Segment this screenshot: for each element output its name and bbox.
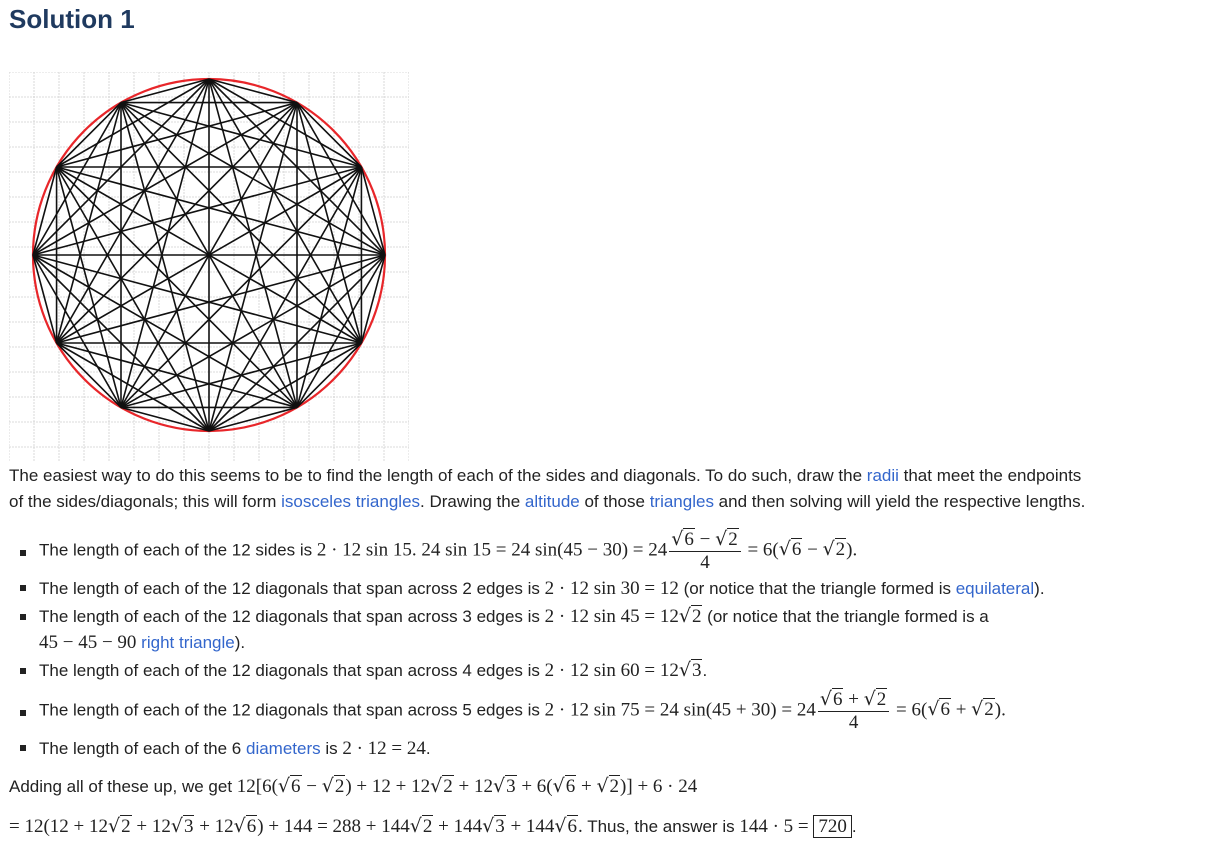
list-item-diameters — [39, 736, 431, 761]
math: − — [802, 539, 823, 561]
math: + 12 — [453, 776, 493, 797]
math: 2 · 12 sin 60 = 12 — [544, 660, 679, 681]
math: − — [301, 776, 322, 797]
item-text: (or notice that the triangle formed is a — [702, 607, 989, 626]
item-text: . — [425, 739, 431, 758]
intro-line-1 — [9, 463, 1081, 488]
math: 6 — [832, 689, 843, 710]
link-diameters[interactable]: diameters — [245, 739, 321, 758]
math: 4 — [700, 552, 710, 573]
math: 2 — [609, 776, 620, 797]
list-item-3-edges: The length of each of the 12 diagonals that span across 3 edges is 2 · 12 sin 45 = 12√2 (or notice that the triangle formed is a — [39, 605, 989, 627]
intro-text: that meet the endpoints — [898, 466, 1082, 485]
math: 6 — [684, 529, 694, 550]
math: = 6( — [891, 699, 928, 721]
chord-line — [297, 103, 385, 255]
intro-text: of the sides/diagonals; this will form — [9, 492, 282, 511]
chord-line — [209, 343, 361, 431]
math: 6 — [567, 816, 578, 837]
math: 3 — [495, 816, 505, 837]
math: 144 · 5 = — [739, 816, 814, 837]
math: 2 · 12 sin 30 = 12 — [544, 578, 679, 599]
list-item-2-edges — [39, 576, 1045, 601]
list-bullet — [20, 614, 26, 620]
math: 3 — [691, 660, 702, 681]
link-altitude[interactable]: altitude — [524, 492, 580, 511]
math: = 6( — [742, 539, 779, 561]
math: + — [843, 689, 864, 710]
intro-text: . Drawing the — [420, 492, 525, 511]
math: ). — [994, 699, 1006, 721]
math: 2 · 12 sin 75 = 24 sin(45 + 30) = 24 — [544, 699, 816, 721]
list-bullet — [20, 550, 26, 556]
link-isosceles-triangles[interactable]: isosceles triangles — [281, 492, 421, 511]
math: 2 · 12 sin 45 = 12 — [544, 606, 679, 627]
chord-line — [121, 167, 361, 407]
math: )] + 6 · 24 — [620, 776, 698, 797]
chord-line — [361, 255, 385, 343]
math: . — [578, 816, 583, 837]
intro-text: and then solving will yield the respective lengths. — [713, 492, 1086, 511]
list-item-sides: The length of each of the 12 sides is 2 · 12 sin 15. 24 sin 15 = 24 sin(45 − 30) = 24 $\frac{√6 - √2}{4}$ = 6(√6 − √2). — [39, 528, 858, 573]
summary-text: Thus, the answer is — [582, 817, 740, 836]
item-text: The length of each of the 12 diagonals that span across 2 edges is — [39, 579, 545, 598]
chord-line — [33, 103, 297, 255]
math: 2 — [422, 816, 433, 837]
list-bullet — [20, 710, 26, 716]
math: 12[6( — [236, 776, 278, 797]
intro-line-2 — [9, 489, 1085, 514]
chord-line — [33, 167, 57, 255]
math: 2 · 12 sin 15. 24 sin 15 = 24 sin(45 − 30) = 24 — [316, 539, 668, 561]
math: 45 − 45 − 90 — [39, 632, 137, 653]
item-text: is — [320, 739, 343, 758]
chord-line — [57, 167, 297, 407]
math: + 144 — [433, 816, 483, 837]
chord-line — [57, 103, 297, 343]
math: + 6( — [516, 776, 553, 797]
math: 2 — [121, 816, 131, 837]
list-item-4-edges: The length of each of the 12 diagonals that span across 4 edges is 2 · 12 sin 60 = 12√3. — [39, 659, 708, 681]
list-bullet — [20, 585, 26, 591]
math: 2 — [984, 699, 994, 721]
intro-text: of those — [579, 492, 650, 511]
math: = 12(12 + 12 — [9, 816, 109, 837]
math: 6 — [565, 776, 576, 797]
list-bullet — [20, 745, 26, 751]
intro-text: The easiest way to do this seems to be to find the length of each of the sides and diagonals. To do such, draw the — [9, 466, 867, 485]
math: + — [950, 699, 972, 721]
item-text: . — [702, 661, 708, 680]
item-text: The length of each of the 12 sides is — [39, 540, 317, 560]
list-item-3-edges-cont — [39, 630, 245, 655]
dodecagon-figure — [9, 72, 409, 462]
chord-line — [209, 167, 361, 431]
item-text: ). — [234, 633, 246, 652]
math: 3 — [183, 816, 194, 837]
math: 2 — [691, 606, 702, 627]
chord-line — [121, 103, 361, 343]
math: + 12 — [194, 816, 234, 837]
chord-line — [297, 255, 385, 407]
chord-line — [121, 255, 385, 407]
math: − — [694, 529, 716, 550]
math: 2 — [443, 776, 453, 797]
summary-line-2: = 12(12 + 12√2 + 12√3 + 12√6) + 144 = 288 + 144√2 + 144√3 + 144√6. Thus, the answer is 144 · 5 = 720 . — [9, 815, 857, 837]
polygon-chords — [33, 79, 385, 431]
math: + 12 — [131, 816, 171, 837]
chord-line — [361, 167, 385, 255]
math: 2 — [835, 539, 846, 561]
link-right-triangle[interactable]: right triangle — [141, 633, 235, 652]
math: ) + 12 + 12 — [345, 776, 431, 797]
final-answer-box: 720 — [813, 815, 852, 838]
math: 2 · 12 = 24 — [342, 738, 426, 759]
list-item-5-edges: The length of each of the 12 diagonals that span across 5 edges is 2 · 12 sin 75 = 24 sin(45 + 30) = 24 $\frac{√6 + √2}{4}$ = 6(√6 + √2). — [39, 688, 1006, 733]
math: 6 — [940, 699, 950, 721]
link-radii[interactable]: radii — [866, 466, 899, 485]
math: 3 — [506, 776, 516, 797]
math: 6 — [291, 776, 301, 797]
math: 2 — [334, 776, 345, 797]
summary-line-1: Adding all of these up, we get 12[6(√6 − √2) + 12 + 12√2 + 12√3 + 6(√6 + √2)] + 6 · 24 — [9, 775, 698, 797]
item-text: The length of each of the 12 diagonals that span across 5 edges is — [39, 700, 545, 720]
math: ). — [846, 539, 858, 561]
math: 2 — [728, 529, 738, 550]
link-equilateral[interactable]: equilateral — [955, 579, 1035, 598]
math: ) + 144 = 288 + 144 — [257, 816, 410, 837]
chord-line — [33, 255, 57, 343]
fraction: $\frac{√6 - √2}{4}$ — [669, 528, 740, 574]
item-text: The length of each of the 12 diagonals that span across 4 edges is — [39, 661, 545, 680]
item-text: ). — [1034, 579, 1045, 598]
math: 6 — [791, 539, 802, 561]
list-bullet — [20, 668, 26, 674]
math: 2 — [876, 689, 887, 710]
item-text: (or notice that the triangle formed is — [678, 579, 956, 598]
solution-heading: Solution 1 — [9, 4, 135, 34]
summary-text: Adding all of these up, we get — [9, 777, 237, 796]
math: 4 — [848, 712, 859, 733]
math: + 144 — [505, 816, 555, 837]
item-text: The length of each of the 12 diagonals that span across 3 edges is — [39, 607, 545, 626]
math: 6 — [246, 816, 257, 837]
item-text: The length of each of the 6 — [39, 739, 246, 758]
link-triangles[interactable]: triangles — [649, 492, 714, 511]
summary-text: . — [851, 817, 857, 836]
fraction: $\frac{√6 + √2}{4}$ — [818, 688, 889, 734]
math: + — [576, 776, 597, 797]
